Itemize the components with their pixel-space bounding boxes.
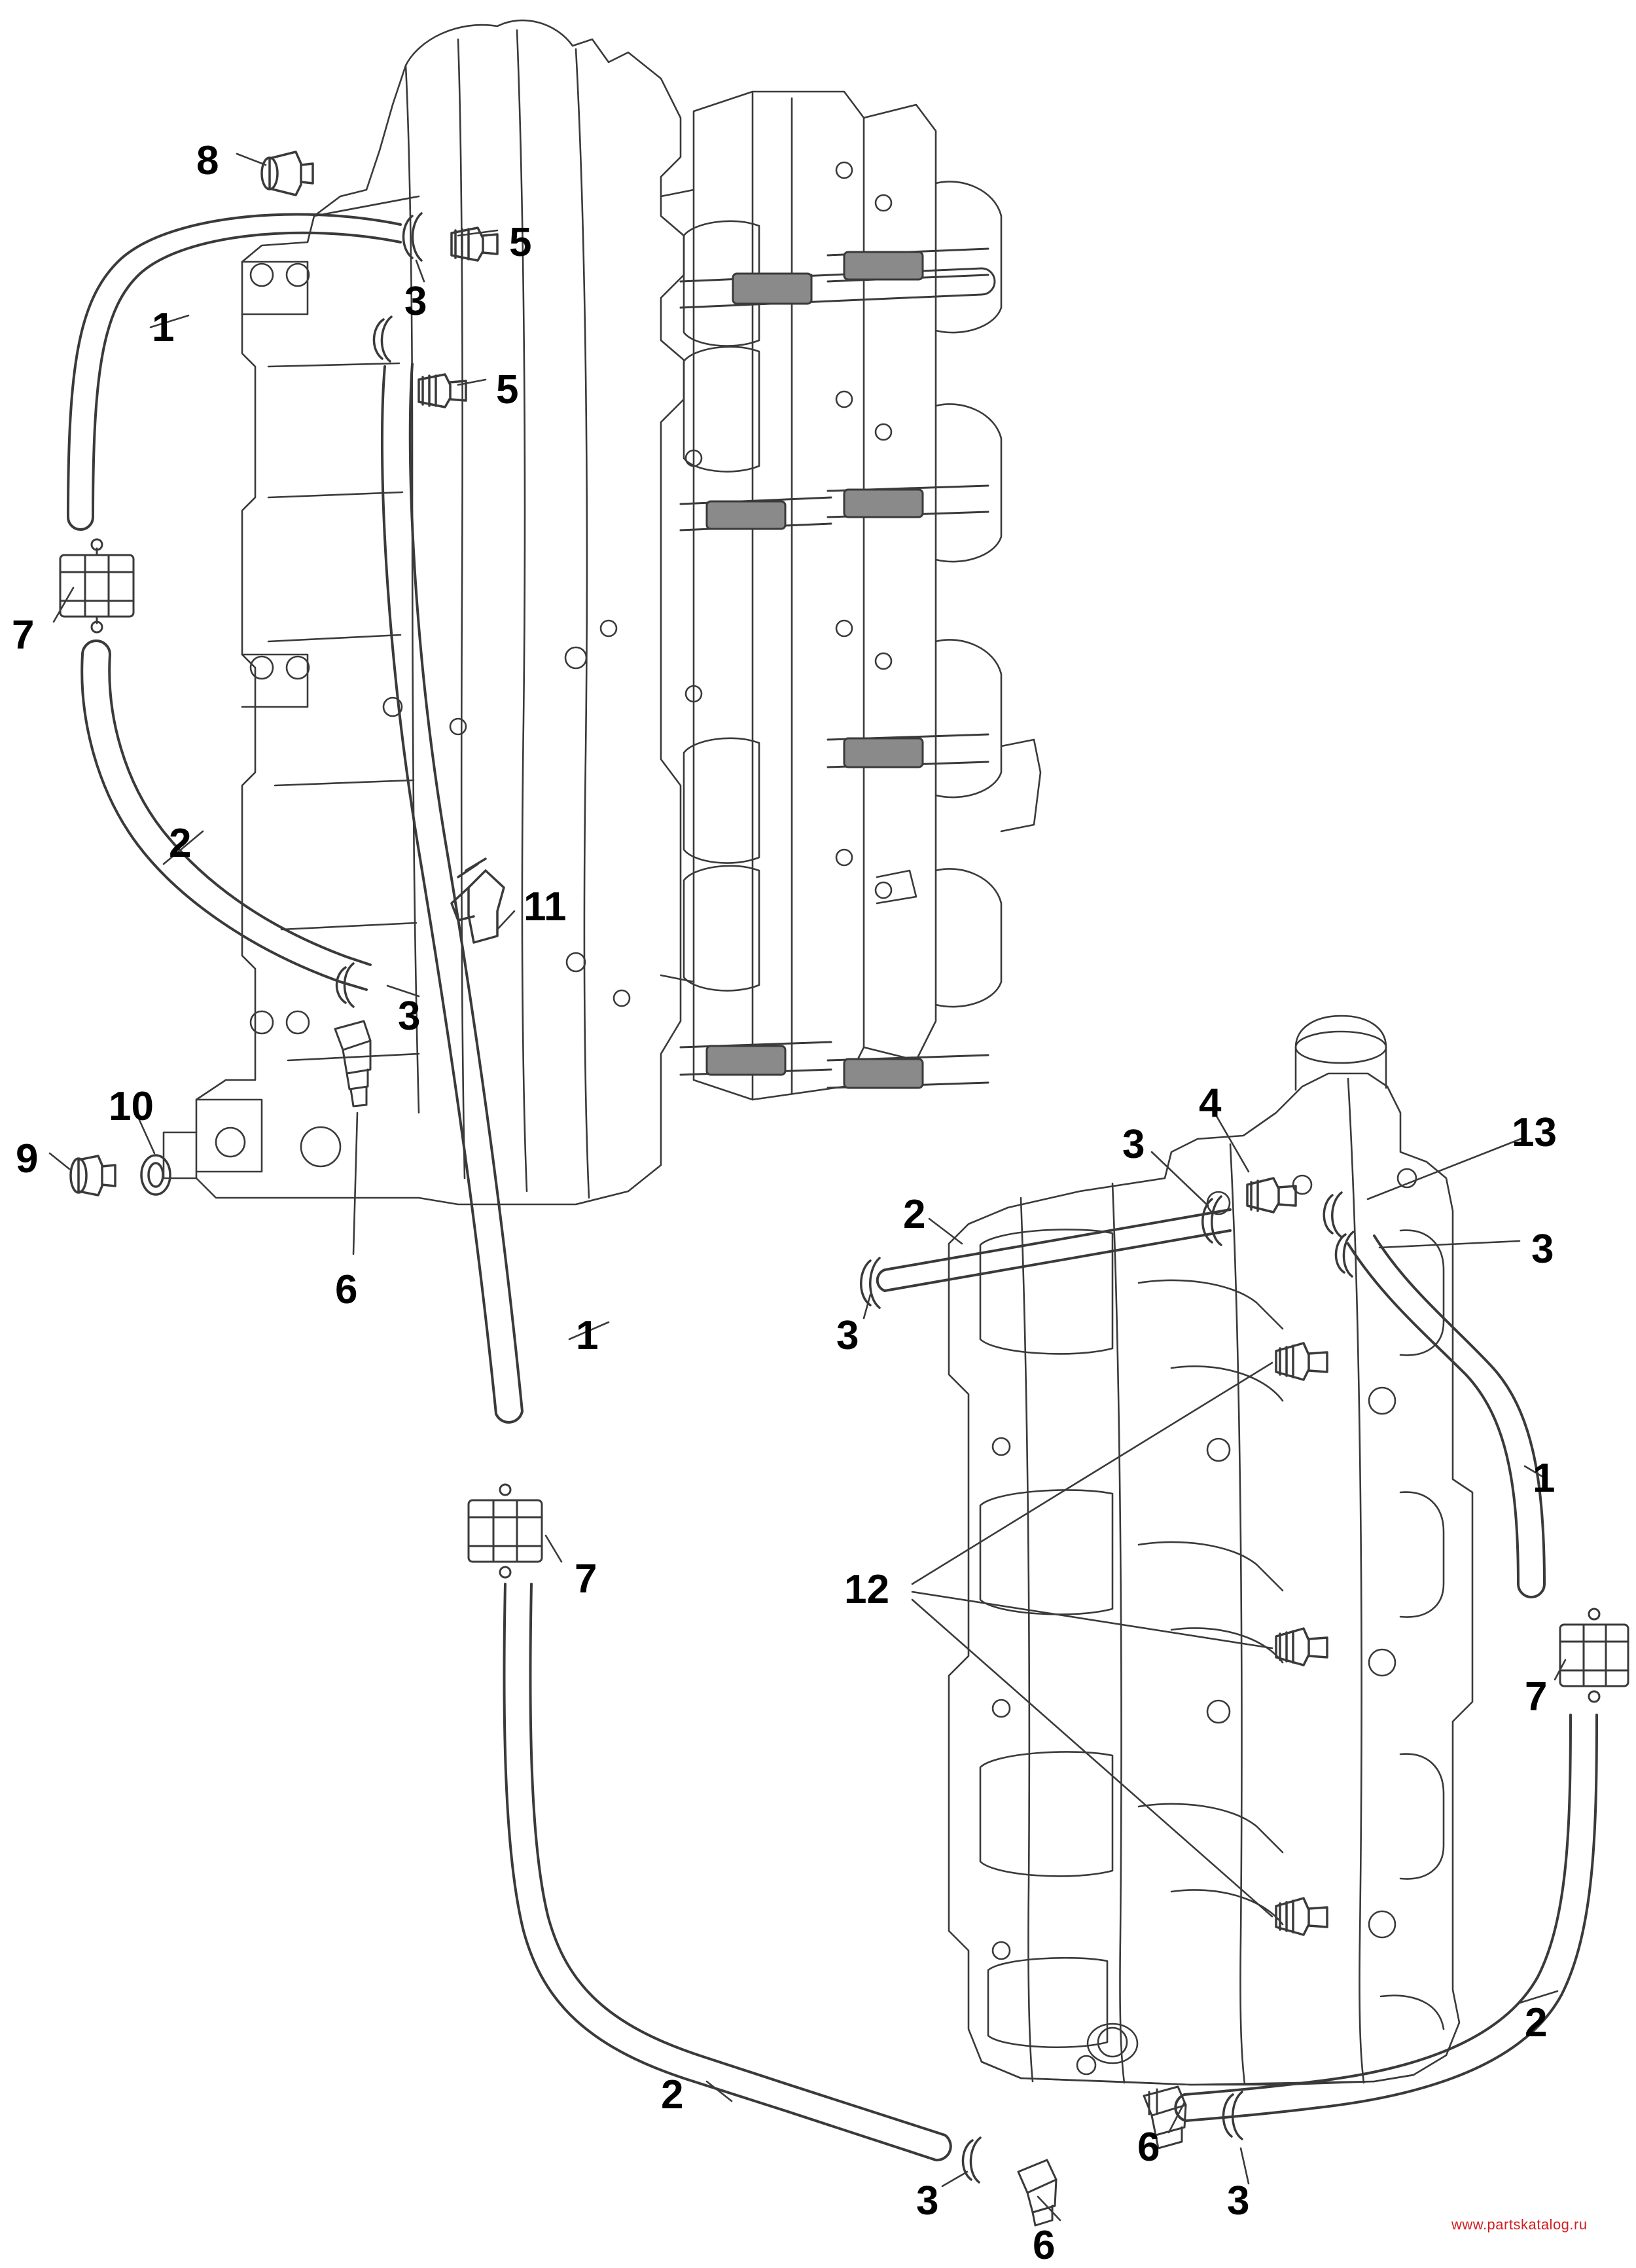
left-engine-block — [164, 20, 684, 1204]
screw-12-c — [1276, 1898, 1327, 1935]
callout-7-center: 7 — [575, 1557, 597, 1602]
callout-5-upper: 5 — [509, 220, 532, 265]
callout-4: 4 — [1199, 1081, 1222, 1126]
clip-13 — [1324, 1193, 1342, 1237]
callout-13: 13 — [1512, 1110, 1557, 1155]
callout-12: 12 — [844, 1567, 889, 1612]
callout-3-b1: 3 — [916, 2178, 939, 2223]
clamp-3-vert-top — [374, 317, 391, 361]
hose-2-left — [82, 641, 370, 990]
callout-6-left: 6 — [335, 1267, 358, 1312]
callout-3-b2: 3 — [1227, 2178, 1250, 2223]
hose-2-right — [1175, 1715, 1597, 2121]
callout-3-r1: 3 — [1122, 1122, 1145, 1167]
right-engine-block — [949, 1016, 1472, 2085]
callout-3-upper: 3 — [404, 279, 427, 324]
elbow-6-left — [335, 1021, 370, 1106]
callout-10: 10 — [109, 1084, 154, 1129]
rod-2-right — [878, 1210, 1230, 1291]
callout-8: 8 — [196, 138, 219, 183]
callout-2-bottom: 2 — [661, 2072, 684, 2117]
hose-1-right — [1348, 1236, 1544, 1597]
elbow-6-bottom-center — [1018, 2160, 1056, 2225]
clamp-3-upper — [404, 213, 422, 261]
bracket-7-right — [1560, 1609, 1628, 1702]
leader-lines — [50, 154, 1565, 2223]
cap-plug-8 — [262, 152, 313, 195]
callout-9: 9 — [16, 1136, 39, 1181]
callout-2-left: 2 — [169, 821, 192, 866]
screw-12-b — [1276, 1629, 1327, 1665]
callout-11: 11 — [524, 884, 567, 929]
hose-1-left — [68, 214, 400, 530]
screw-5-lower — [419, 374, 466, 407]
callout-3-r3: 3 — [836, 1313, 859, 1358]
plug-9 — [71, 1156, 115, 1195]
callout-6-br: 6 — [1137, 2125, 1160, 2170]
callout-2-rod: 2 — [903, 1192, 926, 1237]
callout-1-upper: 1 — [152, 305, 175, 350]
callout-6-bottom: 6 — [1033, 2223, 1056, 2268]
callout-3-r2: 3 — [1531, 1227, 1554, 1272]
watermark: www.partskatalog.ru — [1451, 2216, 1588, 2233]
screw-12-a — [1276, 1343, 1327, 1380]
bracket-7-upper — [60, 539, 133, 632]
clamp-3-bottom-center — [963, 2138, 980, 2182]
bracket-7-center — [469, 1485, 542, 1577]
callout-7-left: 7 — [12, 613, 35, 658]
hose-2-bottom — [504, 1584, 950, 2160]
washer-10 — [141, 1155, 170, 1195]
callout-3-mid: 3 — [398, 994, 421, 1039]
fitting-4 — [1247, 1178, 1296, 1212]
callout-2-right: 2 — [1525, 2000, 1548, 2045]
clamp-3-right-upper — [1336, 1232, 1353, 1276]
callout-1-center: 1 — [576, 1313, 599, 1358]
left-cylinder-bank — [661, 92, 1040, 1100]
callout-1-right: 1 — [1533, 1456, 1556, 1501]
callout-7-right: 7 — [1525, 1674, 1548, 1719]
callout-5-lower: 5 — [496, 367, 519, 412]
